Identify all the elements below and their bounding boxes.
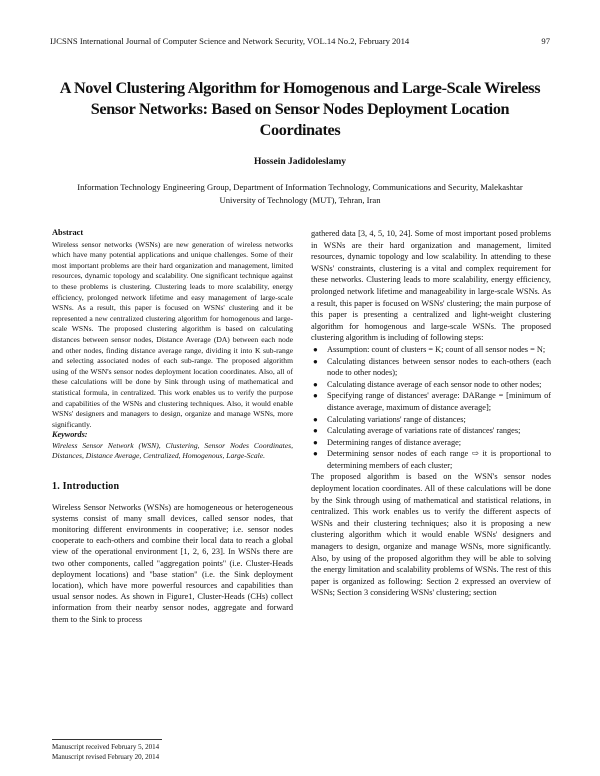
introduction-continued-text: gathered data [3, 4, 5, 10, 24]. Some of most important posed problems in WSNs are their hard organization and management, limited resources, dynamic topology and low scalability. In attending to these WSNs' constraints, clustering is a vital and complex requirement for these networks. Clustering leads to more scalability, energy efficiency, prolonged network lifetime and manageability in large-scale WSNs. As a result, this paper is focused on WSNs' clustering; the main purpose of this paper is presenting a centralized and light-weight clustering algorithm for homogenous and large-scale WSNs. The proposed clustering algorithm is including of following steps:	[311, 229, 551, 343]
manuscript-received: Manuscript received February 5, 2014	[52, 743, 160, 751]
paper-title: A Novel Clustering Algorithm for Homogenous and Large-Scale Wireless Sensor Networks: Based on Sensor Nodes Deployment Location Coordinates	[59, 79, 541, 139]
continuation-text: The proposed algorithm is based on the WSN's sensor nodes deployment location coordinates. All of these calculations will be done by the Sink through using of mathematical and statistical relations, in centralized. This work enables us to verify the different aspects of WSNs and their clustering techniques; also it is proposing a new clustering algorithm which it would enable WSNs' designers and managers to design, organize and manage WSNs, more significantly. Also, by using of the proposed algorithm they will be able to solving the energy limitation and scalability problems of WSNs. The rest of this paper is organized as following: Section 2 expressed an overview of WSNs; Section 3 considering WSNs' clustering; section	[311, 472, 551, 598]
bullet-icon: ●	[313, 449, 318, 459]
right-column	[311, 228, 551, 599]
running-header	[50, 36, 550, 46]
manuscript-revised: Manuscript revised February 20, 2014	[52, 752, 160, 761]
list-item: ● Determining sensor nodes of each range ⇨ it is proportional to determining members of each cluster;	[313, 449, 551, 470]
bullet-icon: ●	[313, 379, 318, 389]
bullet-icon: ●	[313, 426, 318, 436]
list-item: ● Calculating distance average of each sensor node to other nodes;	[313, 379, 542, 389]
keywords-text: Wireless Sensor Network (WSN), Clustering, Sensor Nodes Coordinates, Distances, Distance Average, Centralized, Homogenous, Large-Scale.	[52, 440, 293, 461]
bullet-icon: ●	[313, 437, 318, 447]
left-column	[52, 228, 293, 625]
abstract-heading: Abstract	[52, 228, 84, 237]
footnote-divider	[52, 739, 162, 740]
list-item: ● Calculating distances between sensor nodes to each-others (each node to other nodes);	[313, 356, 551, 378]
section-heading-introduction: 1. Introduction	[52, 481, 120, 493]
footnotes	[52, 743, 252, 762]
list-item: ● Determining ranges of distance average;	[313, 437, 462, 447]
bullet-icon: ●	[313, 356, 318, 366]
list-item: ● Assumption: count of clusters = K; count of all sensor nodes = N;	[313, 344, 546, 354]
author-affiliation: Information Technology Engineering Group, Department of Information Technology, Communications and Security, Malekashtar University of Technology (MUT), Tehran, Iran	[77, 182, 523, 205]
journal-name: IJCSNS International Journal of Computer Science and Network Security, VOL.14 No.2, February 2014	[50, 36, 410, 46]
algorithm-steps-list	[311, 344, 551, 472]
list-item: ● Calculating average of variations rate of distances' ranges;	[313, 426, 521, 436]
introduction-text: Wireless Sensor Networks (WSNs) are homogeneous or heterogeneous systems consist of many small devices, called sensor nodes, that monitoring different environments in cooperative; i.e. sensor nodes cooperate to each-others and combine their local data to reach a global view of the operational environment [1, 2, 6, 23]. In WSNs there are two other components, called "aggregation points" (i.e. Cluster-Heads deployment locations) and "base station" (i.e. the Sink deployment location), which have more powerful resources and capabilities than usual sensor nodes. As shown in Figure1, Cluster-Heads (CHs) collect information from their nearby sensor nodes, aggregate and forward them to the Sink to process	[52, 502, 293, 624]
page-number: 97	[541, 36, 550, 46]
abstract-text: Wireless sensor networks (WSNs) are new generation of wireless networks which have many potential applications and unique challenges. Some of their most important problems are their hard organization and management, limited resources, dynamic topology and scalability. One significant technique against to these problems is clustering. Clustering leads to more scalability, energy efficiency, prolonged network lifetime and easy management of large-scale WSNs. As a result, this paper is focused on WSNs' clustering and it be represented a new centralized clustering algorithm for homogenous and large-scale WSNs. The proposed clustering algorithm is based on calculating distances between sensor nodes, Distance Average (DA) between each node and other nodes, finding distance average range, dividing it into K sub-range and selecting associated nodes of each sub-range. The proposed algorithm using of the WSN's sensor nodes deployment location coordinates. Also, all of these calculations will be done by Sink through using of mathematical and statistical formula, in centralized. This work enables us to verify the purpose and capabilities of the WSNs and clustering techniques. Also, it would enable WSNs' designers and managers to design, organize and manage WSNs, more significantly.	[52, 239, 293, 429]
keywords-heading: Keywords:	[52, 430, 88, 440]
bullet-icon: ●	[313, 344, 318, 354]
bullet-icon: ●	[313, 414, 318, 424]
list-item: ● Specifying range of distances' average: DARange = [minimum of distance average, maximum of distance average];	[313, 391, 551, 412]
author-name: Hossein Jadidoleslamy	[253, 157, 347, 167]
bullet-icon: ●	[313, 391, 318, 401]
list-item: ● Calculating variations' range of distances;	[313, 414, 466, 424]
